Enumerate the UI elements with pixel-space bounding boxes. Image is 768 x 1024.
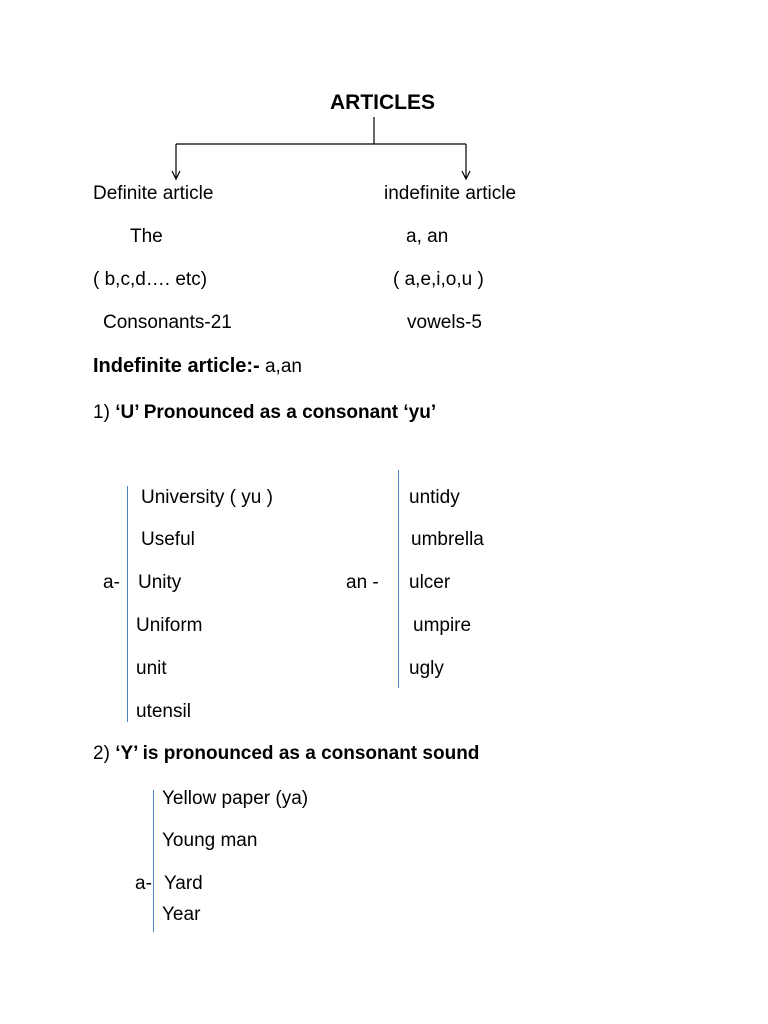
indefinite-article-heading: indefinite article bbox=[384, 183, 517, 204]
rule-1-heading bbox=[93, 401, 436, 425]
rule-1-a-word: Useful bbox=[141, 529, 195, 550]
rule-1-number: 1) bbox=[93, 402, 116, 423]
rule-1-a-word: utensil bbox=[136, 701, 191, 722]
rule-2-a-bracket-line bbox=[153, 790, 154, 932]
rule-1-a-word: unit bbox=[136, 658, 167, 679]
rule-2-number: 2) bbox=[93, 743, 116, 764]
rule-1-an-word: umbrella bbox=[411, 529, 484, 550]
definite-letters: ( b,c,d…. etc) bbox=[93, 269, 208, 290]
rule-2-a-word: Yard bbox=[164, 873, 203, 894]
indefinite-section-heading bbox=[93, 354, 302, 379]
rule-1-text: ‘U’ Pronounced as a consonant ‘yu’ bbox=[115, 402, 437, 423]
rule-1-a-word: Uniform bbox=[136, 615, 203, 636]
rule-2-a-prefix: a- bbox=[135, 873, 152, 894]
section-heading-rest: a,an bbox=[259, 356, 302, 377]
indefinite-letters: ( a,e,i,o,u ) bbox=[393, 269, 484, 290]
rule-2-a-word: Young man bbox=[162, 830, 258, 851]
definite-article-heading: Definite article bbox=[93, 183, 214, 204]
indefinite-count: vowels-5 bbox=[407, 312, 482, 333]
definite-count: Consonants-21 bbox=[103, 312, 232, 333]
rule-1-an-word: untidy bbox=[409, 487, 460, 508]
rule-1-an-word: ulcer bbox=[409, 572, 451, 593]
rule-1-an-prefix: an - bbox=[346, 572, 379, 593]
indefinite-words: a, an bbox=[406, 226, 449, 247]
rule-1-an-bracket-line bbox=[398, 470, 399, 688]
rule-1-a-word: Unity bbox=[138, 572, 182, 593]
rule-2-a-word: Yellow paper (ya) bbox=[162, 788, 309, 809]
rule-1-an-word: umpire bbox=[413, 615, 472, 636]
page-title: ARTICLES bbox=[330, 91, 435, 114]
section-heading-bold: Indefinite article:- bbox=[93, 355, 260, 377]
rule-1-a-prefix: a- bbox=[103, 572, 120, 593]
rule-1-an-word: ugly bbox=[409, 658, 444, 679]
branch-arrows-diagram bbox=[0, 0, 768, 200]
rule-2-a-word: Year bbox=[162, 904, 201, 925]
definite-word: The bbox=[130, 226, 163, 247]
rule-2-text: ‘Y’ is pronounced as a consonant sound bbox=[115, 743, 480, 764]
rule-2-heading bbox=[93, 742, 479, 766]
rule-1-a-word: University ( yu ) bbox=[141, 487, 273, 508]
rule-1-a-bracket-line bbox=[127, 486, 128, 722]
